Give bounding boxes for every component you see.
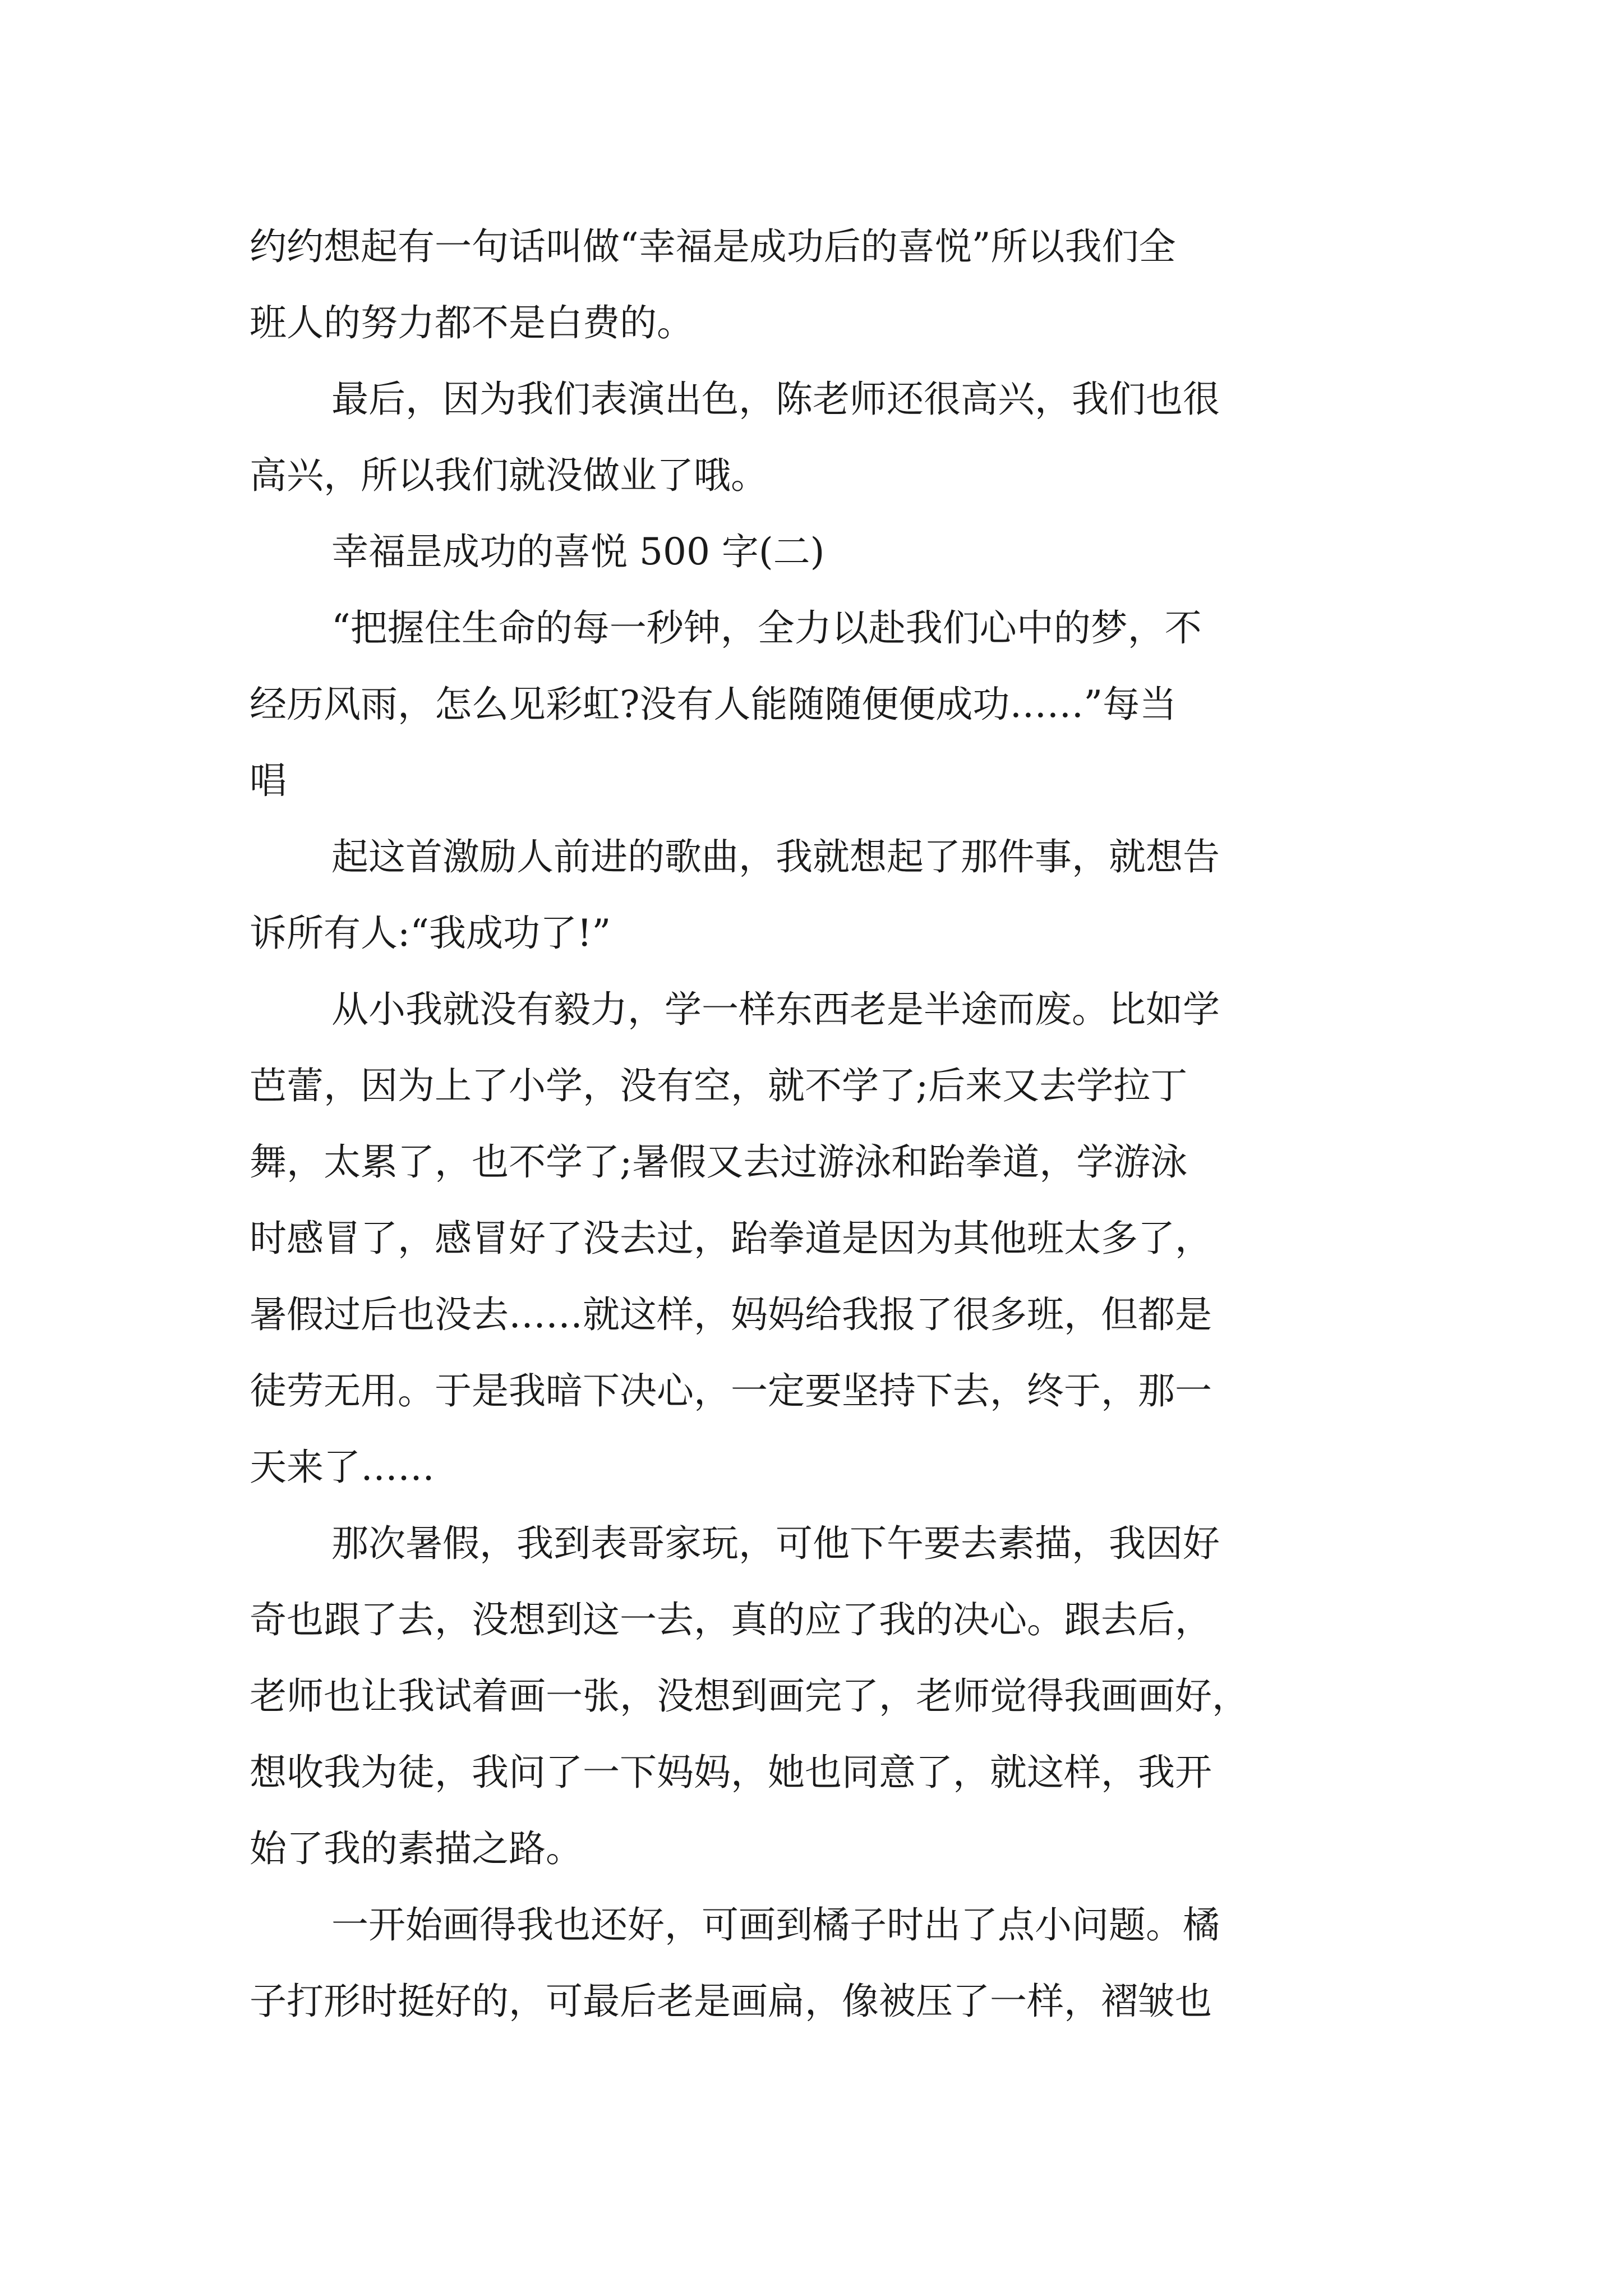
text-line: 起这首激励人前进的歌曲，我就想起了那件事，就想告 — [331, 835, 1220, 878]
text-line: 诉所有人:“我成功了!” — [250, 912, 611, 955]
text-line: 奇也跟了去，没想到这一去，真的应了我的决心。跟去后， — [250, 1598, 1212, 1641]
text-line: “把握住生命的每一秒钟，全力以赴我们心中的梦，不 — [331, 606, 1202, 650]
text-line: 高兴，所以我们就没做业了哦。 — [250, 454, 768, 497]
text-line: 唱 — [250, 759, 287, 802]
text-line: 始了我的素描之路。 — [250, 1827, 583, 1870]
text-line: 经历风雨，怎么见彩虹?没有人能随随便便成功……”每当 — [250, 683, 1177, 726]
text-line: 时感冒了，感冒好了没去过，跆拳道是因为其他班太多了， — [250, 1217, 1212, 1260]
section-heading: 幸福昰成功的喜悦 500 字(二) — [331, 530, 825, 573]
text-line: 芭蕾，因为上了小学，没有空，就不学了;后来又去学拉丁 — [250, 1064, 1188, 1107]
text-line: 舞，太累了，也不学了;暑假又去过游泳和跆拳道，学游泳 — [250, 1140, 1188, 1184]
body-text — [250, 209, 1377, 2040]
text-line: 想收我为徒，我问了一下妈妈，她也同意了，就这样，我开 — [250, 1751, 1212, 1794]
text-line: 老师也让我试着画一张，没想到画完了，老师觉得我画画好， — [250, 1674, 1249, 1718]
text-line: 徒劳无用。于是我暗下决心，一定要坚持下去，终于，那一 — [250, 1369, 1212, 1412]
text-line: 从小我就没有毅力，学一样东西老是半途而废。比如学 — [331, 988, 1220, 1031]
text-line: 子打形时挺好的，可最后老是画扁，像被压了一样，褶皱也 — [250, 1980, 1212, 2023]
text-line: 约约想起有一句话叫做“幸福是成功后的喜悦”所以我们全 — [250, 225, 1176, 268]
text-line: 天来了…… — [250, 1446, 435, 1489]
text-line: 最后，因为我们表演出色，陈老师还很高兴，我们也很 — [331, 378, 1220, 421]
text-line: 暑假过后也没去……就这样，妈妈给我报了很多班，但都是 — [250, 1293, 1212, 1336]
text-line: 那次暑假，我到表哥家玩，可他下午要去素描，我因好 — [331, 1522, 1220, 1565]
text-line: 班人的努力都不是白费的。 — [250, 301, 694, 344]
text-line: 一开始画得我也还好，可画到橘子时出了点小问题。橘 — [331, 1903, 1220, 1947]
